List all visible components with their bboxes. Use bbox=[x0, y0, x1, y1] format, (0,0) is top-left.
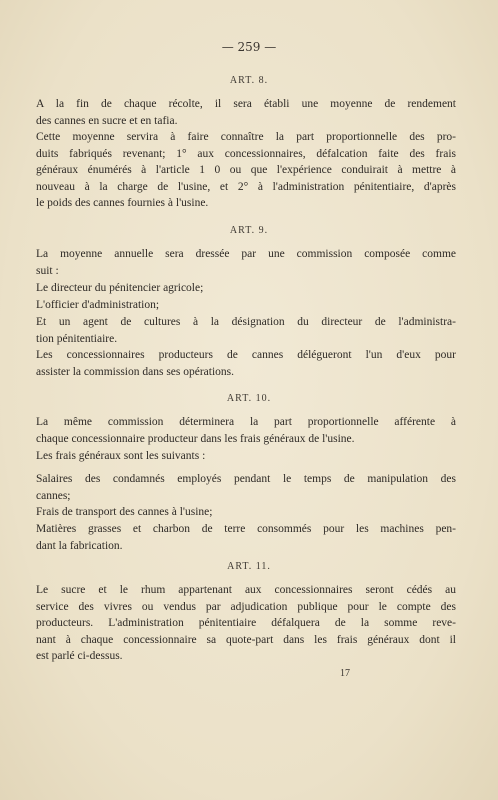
text-line: tion pénitentiaire. bbox=[36, 332, 118, 345]
text-line: Le directeur du pénitencier agricole; bbox=[36, 282, 204, 294]
text-line: Matières grasses et charbon de terre consommés pour les machines pen- bbox=[36, 523, 456, 535]
text-line: chaque concessionnaire producteur dans les frais généraux de l'usine. bbox=[36, 432, 355, 445]
article-9-paragraph-2 bbox=[36, 280, 456, 297]
text-line: assister la commission dans ses opérations. bbox=[36, 365, 235, 378]
text-line: Salaires des condamnés employés pendant le temps de manipulation des bbox=[36, 473, 456, 485]
article-9-paragraph-4 bbox=[36, 314, 456, 347]
article-8-heading: ART. 8. bbox=[229, 75, 269, 86]
text-line: duits fabriqués revenant; 1° aux concessionnaires, défalcation faite des frais bbox=[36, 147, 456, 160]
article-9-heading: ART. 9. bbox=[229, 225, 269, 236]
text-line: Les concessionnaires producteurs de cannes délégueront l'un d'eux pour bbox=[36, 349, 456, 361]
text-line: nant à chaque concessionnaire sa quote-part dans les frais généraux dont il bbox=[36, 633, 456, 646]
text-line: le poids des cannes fournies à l'usine. bbox=[36, 197, 209, 209]
text-line: Frais de transport des cannes à l'usine; bbox=[36, 506, 213, 518]
article-8-paragraph-2 bbox=[36, 129, 456, 212]
article-10-paragraph-5 bbox=[36, 521, 456, 554]
article-11-heading: ART. 11. bbox=[227, 561, 271, 572]
text-line: La moyenne annuelle sera dressée par une commission composée comme bbox=[36, 248, 456, 260]
article-10-paragraph-3 bbox=[36, 471, 456, 504]
article-10-paragraph-4 bbox=[36, 504, 456, 521]
text-line: nouveau à la charge de l'usine, et 2° à l'administration pénitentiaire, d'après bbox=[36, 180, 456, 193]
article-9-paragraph-5 bbox=[36, 347, 456, 380]
text-line: suit : bbox=[36, 264, 59, 277]
text-line: producteurs. L'administration pénitentiaire défalquera de la somme reve- bbox=[36, 617, 456, 629]
text-line: service des vivres ou vendus par adjudication publique pour le compte des bbox=[36, 600, 456, 613]
article-9-paragraph-3 bbox=[36, 297, 456, 314]
article-10-paragraph-2 bbox=[36, 448, 456, 465]
article-10-paragraph-1 bbox=[36, 414, 456, 447]
text-line: A la fin de chaque récolte, il sera établi une moyenne de rendement bbox=[36, 98, 456, 110]
text-line: L'officier d'administration; bbox=[36, 299, 160, 311]
article-10-heading: ART. 10. bbox=[226, 393, 272, 404]
page-number: — 259 — bbox=[221, 40, 277, 54]
text-line: généraux énumérés à l'article 1 0 ou que l'expérience conduirait à mettre à bbox=[36, 164, 456, 176]
text-line: est parlé ci-dessus. bbox=[36, 650, 123, 662]
article-11-paragraph-1 bbox=[36, 582, 456, 665]
text-line: Les frais généraux sont les suivants : bbox=[36, 450, 206, 462]
article-8-paragraph-1 bbox=[36, 96, 456, 129]
text-line: Cette moyenne servira à faire connaître la part proportionnelle des pro- bbox=[36, 131, 456, 143]
article-9-paragraph-1 bbox=[36, 246, 456, 279]
text-line: dant la fabrication. bbox=[36, 539, 123, 552]
text-line: des cannes en sucre et en tafia. bbox=[36, 114, 178, 127]
text-line: Et un agent de cultures à la désignation du directeur de l'administra- bbox=[36, 316, 456, 328]
text-line: cannes; bbox=[36, 489, 71, 502]
signature-mark: 17 bbox=[340, 668, 350, 679]
text-line: Le sucre et le rhum appartenant aux concessionnaires seront cédés au bbox=[36, 584, 456, 596]
text-line: La même commission déterminera la part proportionnelle afférente à bbox=[36, 416, 456, 428]
